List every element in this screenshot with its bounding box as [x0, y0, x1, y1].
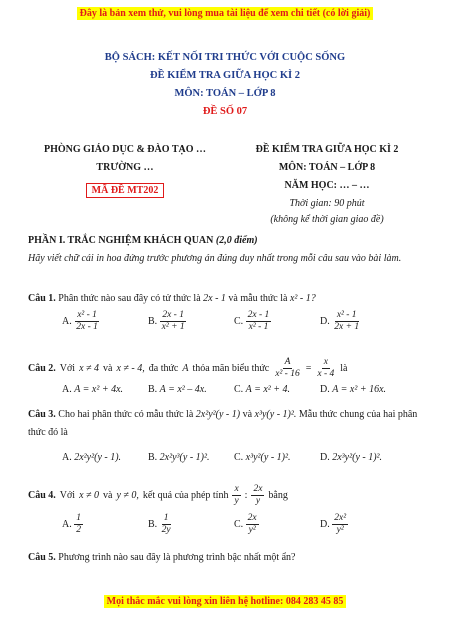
q1-option-b — [148, 310, 187, 333]
section-score: (2,0 điểm) — [215, 235, 258, 246]
option-expr: 2x³y²(y - 1)². — [332, 452, 383, 463]
exam-number: ĐỀ SỐ 07 — [202, 106, 248, 117]
q2-left-fraction — [273, 357, 301, 380]
option-letter: B. — [148, 384, 158, 395]
fraction — [246, 513, 259, 536]
fraction-num: x² - 1 — [77, 310, 97, 320]
fraction — [74, 310, 100, 333]
option-letter: D. — [320, 315, 330, 327]
q3-text-b: Mẫu thức chung của hai phân thức đó là — [28, 409, 418, 438]
q3-text-a: Cho hai phân thức có mẫu thức là — [58, 409, 194, 420]
q1-denominator: x² - 1? — [289, 293, 316, 304]
q2-label: Câu 2. — [28, 362, 56, 374]
exam-subject: MÔN: TOÁN – LỚP 8 — [174, 88, 276, 99]
q3-option-d — [320, 452, 382, 463]
q1-label: Câu 1. — [28, 293, 56, 304]
fraction — [160, 513, 173, 536]
fraction-num: x — [323, 357, 328, 367]
question-5 — [28, 551, 428, 565]
q2-text-a: Với — [59, 362, 76, 374]
q5-label: Câu 5. — [28, 552, 56, 563]
q4-fraction-2 — [251, 484, 264, 507]
fraction-den: x² - 16 — [275, 369, 300, 379]
book-series: BỘ SÁCH: KẾT NỐI TRI THỨC VỚI CUỘC SỐNG — [104, 52, 346, 63]
fraction-den: x - 4 — [317, 369, 335, 379]
q4-text-c: bằng — [268, 489, 288, 501]
option-expr: 2x²y²(y - 1). — [74, 452, 122, 463]
q5-text: Phương trình nào sau đây là phương trình bậc nhất một ẩn? — [58, 552, 296, 563]
school-year: NĂM HỌC: … – … — [284, 180, 370, 191]
option-letter: C. — [234, 315, 244, 327]
q3-option-c — [234, 452, 290, 463]
fraction-num: A — [284, 357, 291, 367]
q4-condition-1: x ≠ 0 — [79, 489, 100, 501]
q1-text-a: Phân thức nào sau đây có tử thức là — [58, 293, 201, 304]
option-letter: A. — [62, 315, 72, 327]
fraction-num: 2x - 1 — [247, 310, 270, 320]
option-letter: D. — [320, 518, 330, 530]
exam-code: MÃ ĐỀ MT202 — [86, 183, 165, 198]
q4-option-a — [62, 513, 83, 536]
option-letter: D. — [320, 452, 330, 463]
exam-time: Thời gian: 90 phút — [289, 198, 365, 209]
preview-banner-text: Đây là bản xem thử, vui lòng mua tài liệu để xem chi tiết (có lời giải) — [77, 7, 374, 20]
q4-fraction-1 — [232, 484, 240, 507]
section-title: PHẦN I. TRẮC NGHIỆM KHÁCH QUAN — [28, 235, 214, 246]
q2-variable: A — [182, 362, 189, 374]
fraction — [246, 310, 272, 333]
fraction — [74, 513, 83, 536]
fraction-den: y² — [336, 525, 344, 535]
fraction-num: 2x² — [334, 513, 347, 523]
q4-option-b — [148, 513, 173, 536]
q4-and: và — [103, 489, 113, 501]
q3-expr-1: 2x²y²(y - 1) — [195, 409, 241, 420]
dept-name: PHÒNG GIÁO DỤC & ĐÀO TẠO … — [43, 144, 207, 155]
question-3 — [28, 406, 428, 442]
instruction-text: Hãy viết chữ cái in hoa đứng trước phương án đúng duy nhất trong mỗi câu sau vào bài làm. — [28, 253, 402, 264]
fraction-den: 2 — [76, 525, 81, 535]
exam-title: ĐỀ KIỂM TRA GIỮA HỌC KÌ 2 — [150, 70, 300, 81]
option-expr: A = x² – 4x. — [159, 384, 207, 395]
q2-and: và — [103, 362, 113, 374]
q3-expr-2: x³y(y - 1)². — [254, 409, 297, 420]
footer-hotline: Mọi thắc mắc vui lòng xin liên hệ hotline: 084 283 45 85 — [104, 595, 347, 608]
q4-option-c — [234, 513, 259, 536]
q2-condition-1: x ≠ 4 — [79, 362, 100, 374]
q1-option-a — [62, 310, 100, 333]
fraction-den: y — [234, 496, 239, 506]
q2-option-a — [62, 384, 123, 395]
option-expr: 2x²y³(y - 1)². — [159, 452, 210, 463]
preview-banner — [0, 5, 450, 22]
option-expr: x³y²(y - 1)². — [245, 452, 291, 463]
fraction-num: 2x — [247, 513, 257, 523]
question-1 — [28, 292, 428, 306]
option-expr: A = x² + 16x. — [332, 384, 387, 395]
q2-condition-2: x ≠ - 4, — [116, 362, 145, 374]
q2-right-fraction — [315, 357, 336, 380]
q2-text-d: là — [340, 362, 348, 374]
option-letter: B. — [148, 315, 158, 327]
option-letter: C. — [234, 518, 244, 530]
q1-option-c — [234, 310, 271, 333]
q4-option-d — [320, 513, 348, 536]
q2-option-b — [148, 384, 207, 395]
q3-option-a — [62, 452, 121, 463]
fraction-num: 2x - 1 — [162, 310, 184, 320]
q4-text-a: Với — [59, 489, 76, 501]
option-letter: B. — [148, 518, 158, 530]
q2-option-d — [320, 384, 386, 395]
fraction-num: 1 — [76, 513, 81, 523]
fraction-num: x — [234, 484, 239, 494]
option-letter: D. — [320, 384, 330, 395]
option-expr: A = x² + 4. — [245, 384, 291, 395]
q1-option-d — [320, 310, 361, 333]
q1-text-b: và mẫu thức là — [228, 293, 288, 304]
option-expr: A = x² + 4x. — [74, 384, 124, 395]
fraction — [160, 310, 187, 333]
fraction-num: 2x — [253, 484, 263, 494]
q4-text-b: kết quả của phép tính — [142, 489, 229, 501]
right-exam-title: ĐỀ KIỂM TRA GIỮA HỌC KÌ 2 — [255, 144, 399, 155]
fraction-den: x² - 1 — [248, 322, 269, 332]
option-letter: A. — [62, 384, 72, 395]
q3-and: và — [242, 409, 253, 420]
fraction-num: x² - 1 — [336, 310, 357, 320]
fraction-num: 1 — [163, 513, 169, 523]
footer — [0, 596, 450, 607]
fraction — [332, 310, 361, 333]
option-letter: C. — [234, 384, 244, 395]
fraction-den: 2x + 1 — [334, 322, 360, 332]
exam-code-box — [30, 180, 220, 198]
school-name: TRƯỜNG … — [96, 162, 154, 173]
q3-label: Câu 3. — [28, 409, 56, 420]
question-4: Câu 4. Với x ≠ 0 và y ≠ 0, kết quả của phép tính $\frac{x}{y}$ : $\frac{2x}{y}$ bằng — [28, 484, 288, 506]
option-letter: A. — [62, 452, 72, 463]
fraction-den: 2y — [161, 525, 171, 535]
fraction — [332, 513, 348, 536]
q3-option-b — [148, 452, 209, 463]
option-letter: B. — [148, 452, 158, 463]
fraction-den: 2x - 1 — [76, 322, 98, 332]
question-2: Câu 2. Với x ≠ 4 và x ≠ - 4, đa thức A thỏa mãn biểu thức $\frac{A}{\text{x² - 16}}$ = $\frac{x}{x - 4}$ là — [28, 357, 348, 379]
fraction-den: x² + 1 — [161, 322, 185, 332]
option-letter: C. — [234, 452, 244, 463]
option-letter: A. — [62, 518, 72, 530]
right-subject: MÔN: TOÁN – LỚP 8 — [278, 162, 376, 173]
q2-option-c — [234, 384, 290, 395]
fraction-den: y² — [248, 525, 256, 535]
fraction-den: y — [255, 496, 261, 506]
q2-text-b: đa thức — [148, 362, 179, 374]
q4-label: Câu 4. — [28, 489, 56, 501]
section-heading — [28, 234, 428, 248]
q2-text-c: thỏa mãn biểu thức — [192, 362, 270, 374]
exam-time-note: (không kể thời gian giao đề) — [270, 214, 384, 225]
q1-numerator: 2x - 1 — [203, 293, 226, 304]
q4-condition-2: y ≠ 0, — [116, 489, 139, 501]
